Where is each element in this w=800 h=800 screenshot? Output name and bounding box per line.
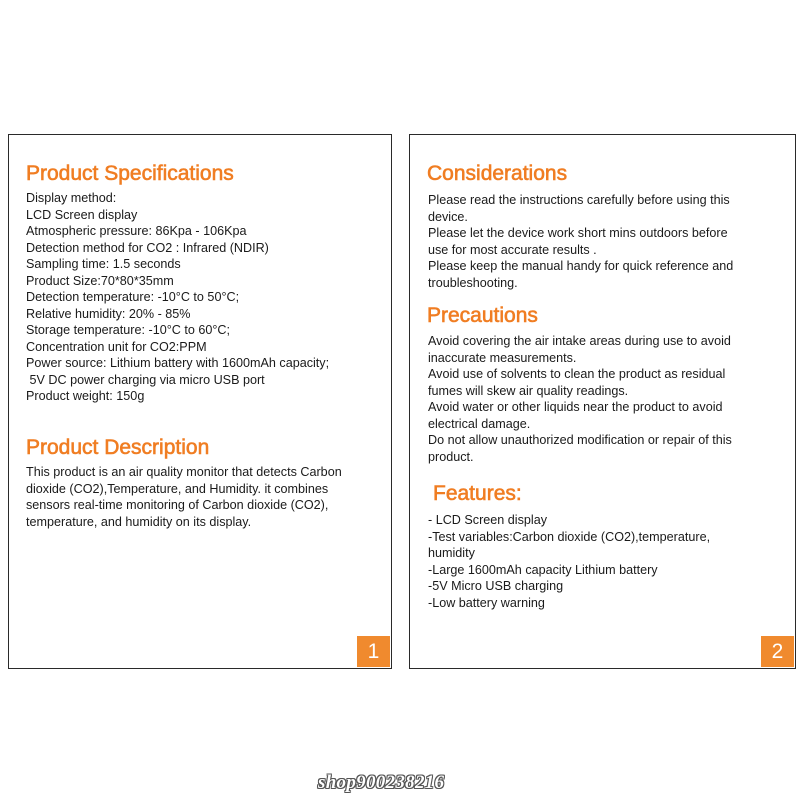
spec-line: Detection temperature: -10°C to 50°C; <box>26 290 240 304</box>
description-line: This product is an air quality monitor that detects Carbon <box>26 465 342 479</box>
feature-line: -Test variables:Carbon dioxide (CO2),temperature, <box>428 529 711 544</box>
product-specifications-heading: Product Specifications <box>26 162 234 185</box>
product-specifications-list <box>26 190 329 405</box>
spec-line: Product Size:70*80*35mm <box>26 273 174 288</box>
spec-line: Product weight: 150g <box>26 389 145 403</box>
spec-line: 5V DC power charging via micro USB port <box>26 372 265 387</box>
consideration-line: Please read the instructions carefully before using this <box>428 193 730 207</box>
description-line: temperature, and humidity on its display. <box>26 514 252 529</box>
spec-line: Display method: <box>26 191 117 205</box>
page-number-badge: 1 <box>357 636 390 667</box>
consideration-line: Please let the device work short mins outdoors before <box>428 226 728 240</box>
page-number-badge: 2 <box>761 636 794 667</box>
considerations-heading: Considerations <box>427 162 568 185</box>
feature-line: humidity <box>428 546 475 560</box>
spec-line: Storage temperature: -10°C to 60°C; <box>26 323 230 337</box>
precaution-line: inaccurate measurements. <box>428 350 577 365</box>
spec-line: Detection method for CO2 : Infrared (NDIR) <box>26 240 269 255</box>
features-list <box>428 512 710 611</box>
consideration-line: troubleshooting. <box>428 275 518 290</box>
precaution-line: fumes will skew air quality readings. <box>428 383 629 398</box>
precautions-heading: Precautions <box>427 304 538 327</box>
precaution-line: product. <box>428 449 474 464</box>
product-description-heading: Product Description <box>26 436 210 459</box>
precaution-line: Avoid use of solvents to clean the product as residual <box>428 367 726 381</box>
feature-line: -Large 1600mAh capacity Lithium battery <box>428 562 658 577</box>
spec-line: Sampling time: 1.5 seconds <box>26 257 181 271</box>
precaution-line: Do not allow unauthorized modification or repair of this <box>428 433 732 447</box>
shop-watermark: shop900238216 <box>318 772 445 793</box>
description-line: dioxide (CO2),Temperature, and Humidity. it combines <box>26 481 329 496</box>
description-line: sensors real-time monitoring of Carbon dioxide (CO2), <box>26 498 329 512</box>
feature-line: - LCD Screen display <box>428 513 547 527</box>
spec-line: Relative humidity: 20% - 85% <box>26 306 191 321</box>
manual-page-1 <box>8 134 392 669</box>
precaution-line: Avoid water or other liquids near the product to avoid <box>428 400 723 414</box>
consideration-line: device. <box>428 209 468 224</box>
precaution-line: electrical damage. <box>428 416 531 431</box>
spec-line: Atmospheric pressure: 86Kpa - 106Kpa <box>26 224 247 238</box>
considerations-list <box>428 192 733 291</box>
spec-line: LCD Screen display <box>26 207 138 222</box>
product-description-text <box>26 464 342 530</box>
features-heading: Features: <box>433 482 522 505</box>
precaution-line: Avoid covering the air intake areas during use to avoid <box>428 334 731 348</box>
manual-page-2 <box>409 134 796 669</box>
spec-line: Concentration unit for CO2:PPM <box>26 339 207 354</box>
feature-line: -5V Micro USB charging <box>428 579 564 593</box>
precautions-list <box>428 333 732 465</box>
consideration-line: use for most accurate results . <box>428 242 597 257</box>
feature-line: -Low battery warning <box>428 595 545 610</box>
spec-line: Power source: Lithium battery with 1600mAh capacity; <box>26 356 330 370</box>
consideration-line: Please keep the manual handy for quick reference and <box>428 259 734 273</box>
